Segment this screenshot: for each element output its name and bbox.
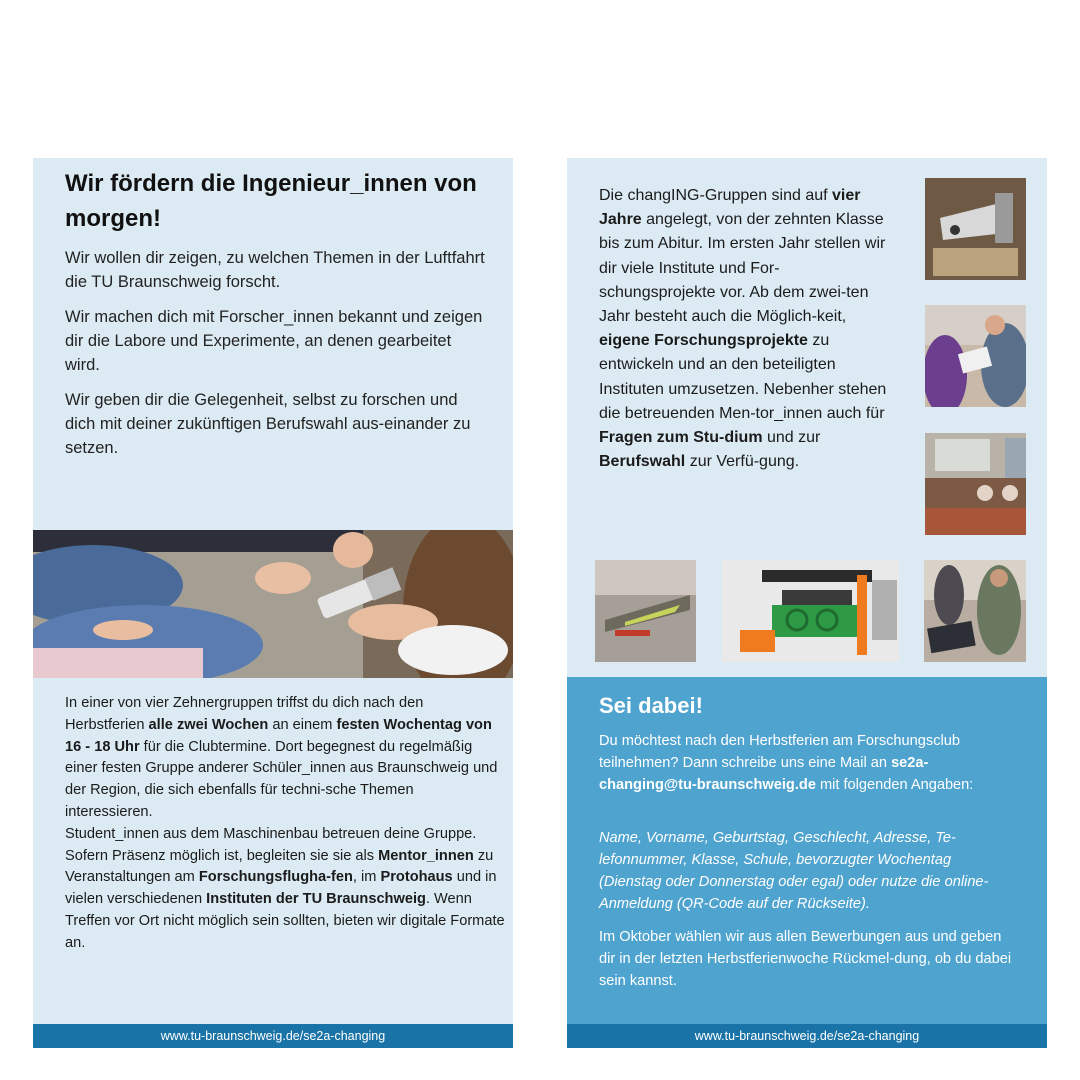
schedule-paragraph: In einer von vier Zehnergruppen triffst du dich nach den Herbstferien alle zwei Wochen an einem festen Wochentag von 16 - 18 Uhr für die Clubtermine. Dort begegnest du regelmäßig einer festen Gruppe anderer Schüler_innen aus Braunschweig und der Region, die sich ebenfalls für techni-sche Themen interessieren. [65, 695, 498, 820]
footer-url: www.tu-braunschweig.de/se2a-changing [33, 1024, 513, 1048]
left-panel [33, 158, 513, 1048]
page-title: Wir fördern die Ingenieur_innen von morgen! [65, 170, 477, 232]
students-reading-photo [925, 305, 1026, 407]
cta-intro: Du möchtest nach den Herbstferien am Forschungsclub teilnehmen? Dann schreibe uns eine Mail an se2a-changing@tu-braunschweig.de mit folgenden Angaben: [599, 733, 974, 793]
program-description: Die changING-Gruppen sind auf vier Jahre angelegt, von der zehnten Klasse bis zum Abitur. Im ersten Jahr stellen wir dir viele Institute und For-schungsprojekte vor. Ab dem zwei-ten Jahr besteht auch die Möglich-keit, eigene Forschungsprojekte zu entwickeln und an den beteiligten Instituten umzusetzen. Nebenher stehen die betreuenden Men-tor_innen auch für Fragen zum Stu-dium und zur Berufswahl zur Verfü-gung. [599, 187, 887, 471]
3d-printer-photo [722, 560, 899, 662]
required-details: Name, Vorname, Geburtstag, Geschlecht, Adresse, Te-lefonnummer, Klasse, Schule, bevorzugter Wochentag (Dienstag oder Donnerstag oder egal) oder nutze die online-Anmeldung (QR-Code auf der Rückseite). [599, 830, 989, 912]
wing-model-photo [595, 560, 696, 662]
selection-info: Im Oktober wählen wir aus allen Bewerbungen aus und geben dir in der letzten Herbstferienwoche Rückmel-dung, ob du dabei sein kannst. [599, 929, 1012, 989]
lecture-hall-photo [925, 433, 1026, 535]
laptop-workshop-photo [924, 560, 1026, 662]
intro-paragraph-3: Wir geben dir die Gelegenheit, selbst zu forschen und dich mit deiner zukünftigen Berufswahl aus-einander zu setzen. [65, 391, 471, 457]
cta-heading: Sei dabei! [599, 693, 703, 718]
contact-email-link[interactable]: se2a-changing@tu-braunschweig.de [599, 755, 929, 793]
intro-paragraph-2: Wir machen dich mit Forscher_innen bekannt und zeigen dir die Labore und Experimente, an denen gearbeitet wird. [65, 308, 483, 374]
footer-url: www.tu-braunschweig.de/se2a-changing [567, 1024, 1047, 1048]
intro-paragraph-1: Wir wollen dir zeigen, zu welchen Themen in der Luftfahrt die TU Braunschweig forscht. [65, 249, 485, 291]
turbine-model-photo [925, 178, 1026, 280]
students-workshop-photo [33, 530, 513, 678]
mentors-paragraph: Student_innen aus dem Maschinenbau betreuen deine Gruppe. Sofern Präsenz möglich ist, begleiten sie sie als Mentor_innen zu Veranstaltungen am Forschungsflugha-fen, im Protohaus und in vielen verschiedenen Instituten der TU Braunschweig. Wenn Treffen vor Ort nicht möglich sein sollten, bieten wir digitale Formate an. [65, 825, 505, 951]
call-to-action-box [567, 677, 1047, 1024]
club-description [65, 693, 505, 955]
right-panel [567, 158, 1047, 1048]
